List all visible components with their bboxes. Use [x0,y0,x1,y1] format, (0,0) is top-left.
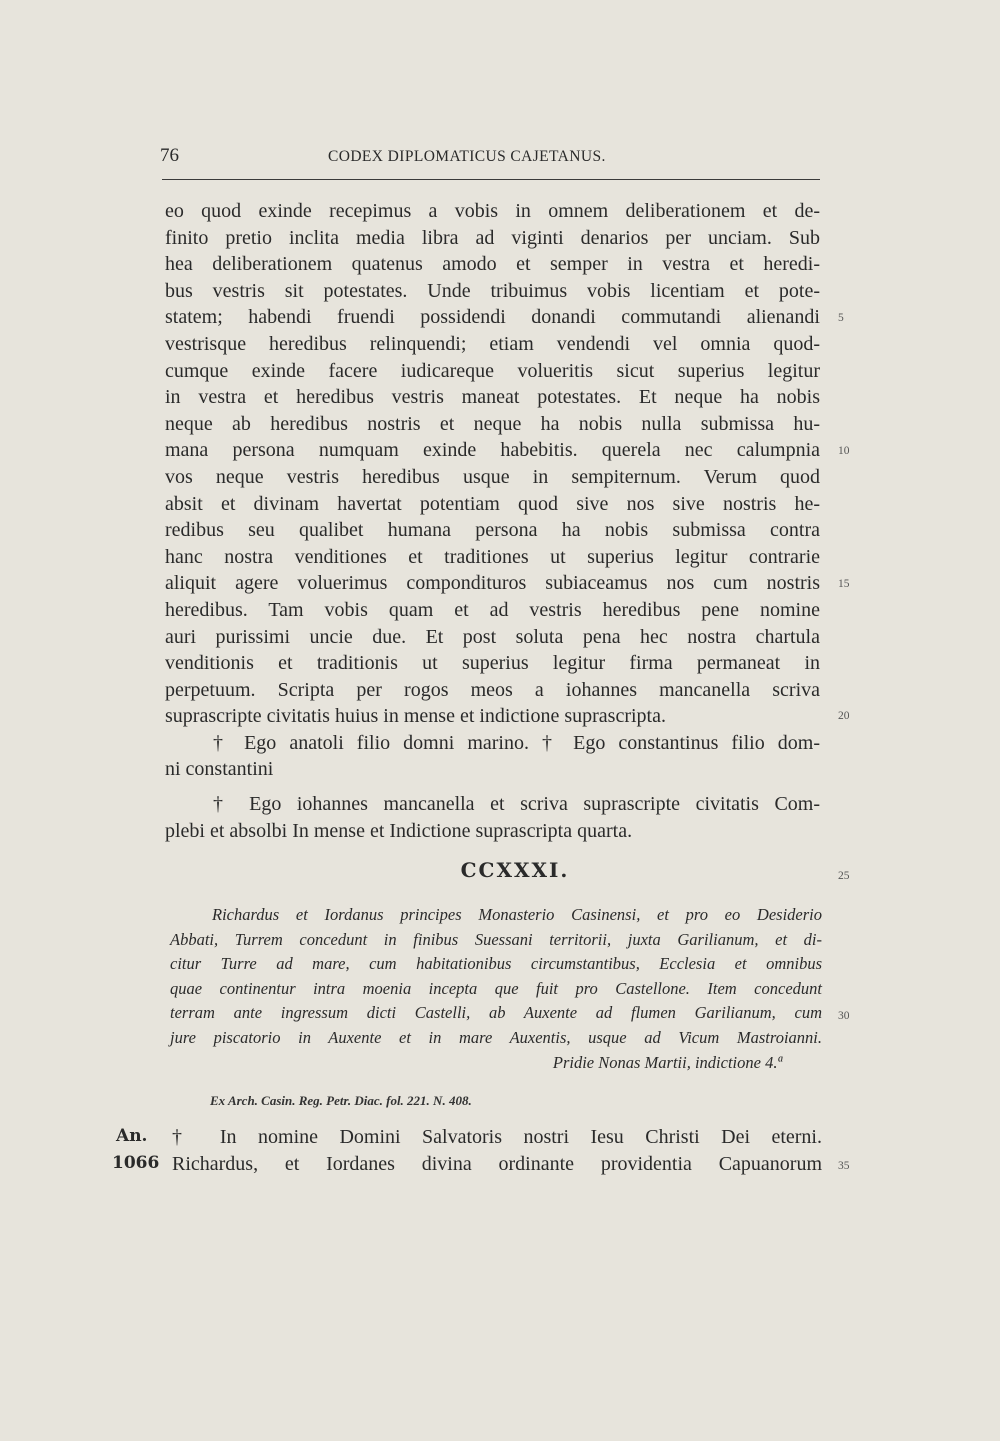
charter-opening-line: † In nomine Domini Salvatoris nostri Iesu Christi Dei eterni. [172,1126,822,1148]
text-line: auri purissimi uncie due. Et post soluta pena hec nostra chartula [165,625,820,648]
line-number: 25 [838,870,850,882]
page-header [160,145,820,181]
line-number: 10 [838,445,850,457]
text-line: cumque exinde facere iudicareque volueritis sicut superius legitur [165,359,820,382]
text-line: suprascripte civitatis huius in mense et indictione suprascripta. [165,705,666,728]
line-number: 20 [838,710,850,722]
text-line: bus vestris sit potestates. Unde tribuimus vobis licentiam et pote- [165,279,820,302]
signature-line: † Ego anatoli filio domni marino. † Ego constantinus filio dom- [213,731,820,754]
summary-line: Richardus et Iordanus principes Monasterio Casinensi, et pro eo Desiderio [212,905,822,924]
summary-line: Abbati, Turrem concedunt in finibus Suessani territorii, juxta Garilianum, et di- [170,929,822,949]
text-line: absit et divinam havertat potentiam quod sive nos sive nostris he- [165,492,820,515]
text-line: eo quod exinde recepimus a vobis in omnem deliberationem et de- [165,200,820,222]
signature-line: plebi et absolbi In mense et Indictione suprascripta quarta. [165,819,633,842]
text-line: redibus seu qualibet humana persona ha nobis submissa contra [165,519,820,542]
text-line: neque ab heredibus nostris et neque ha nobis nulla submissa hu- [165,412,820,435]
charter-opening-line: Richardus, et Iordanes divina ordinante providentia Capuanorum [172,1153,822,1175]
text-line: in vestra et heredibus vestris maneat potestates. Et neque ha nobis [165,386,820,409]
summary-line: quae continentur intra moenia incepta que fuit pro Castellone. Item concedunt [170,978,822,998]
text-line: statem; habendi fruendi possidendi donandi commutandi alienandi [165,306,820,329]
regest-summary [170,903,822,1075]
line-number: 5 [838,312,844,324]
year-label-year: 1066 [112,1153,160,1173]
line-number: 15 [838,578,850,590]
text-line: heredibus. Tam vobis quam et ad vestris heredibus pene nomine [165,598,820,621]
document-number: CCXXXI. [460,858,570,882]
text-line: aliquit agere voluerimus compondituros subiaceamus nos cum nostris [165,572,820,595]
line-number: 35 [838,1160,850,1172]
text-line: vestrisque heredibus relinquendi; etiam vendendi vel omnia quod- [165,332,820,355]
text-line: finito pretio inclita media libra ad viginti denarios per unciam. Sub [165,226,820,249]
summary-line: terram ante ingressum dicti Castelli, ab Auxente ad flumen Garilianum, cum [170,1003,822,1023]
header-rule [162,179,820,180]
line-number: 30 [838,1010,850,1022]
text-line: venditionis et traditionis ut superius legitur firma permaneat in [165,652,820,675]
signature-line: ni constantini [165,758,274,781]
text-line: vos neque vestris heredibus usque in sempiternum. Verum quod [165,465,820,488]
text-line: hea deliberationem quatenus amodo et semper in vestra et heredi- [165,253,820,276]
page-number: 76 [160,145,179,166]
text-line: hanc nostra venditiones et traditiones ut superius legitur contrarie [165,545,820,568]
text-line: perpetuum. Scripta per rogos meos a iohannes mancanella scriva [165,678,820,701]
summary-line: citur Turre ad mare, cum habitationibus circumstantibus, Ecclesia et omnibus [170,954,822,974]
year-label-an: An. [116,1126,148,1146]
charter-text [165,198,820,844]
text-line: mana persona numquam exinde habebitis. querela nec calumpnia [165,439,820,462]
signature-line: † Ego iohannes mancanella et scriva suprascripte civitatis Com- [213,793,820,816]
running-title: CODEX DIPLOMATICUS CAJETANUS. [328,148,606,165]
summary-date: Pridie Nonas Martii, indictione 4.ª [552,1052,782,1072]
archive-source: Ex Arch. Casin. Reg. Petr. Diac. fol. 221. N. 408. [210,1093,472,1108]
summary-line: jure piscatorio in Auxente et in mare Auxentis, usque ad Vicum Mastroianni. [170,1027,822,1047]
